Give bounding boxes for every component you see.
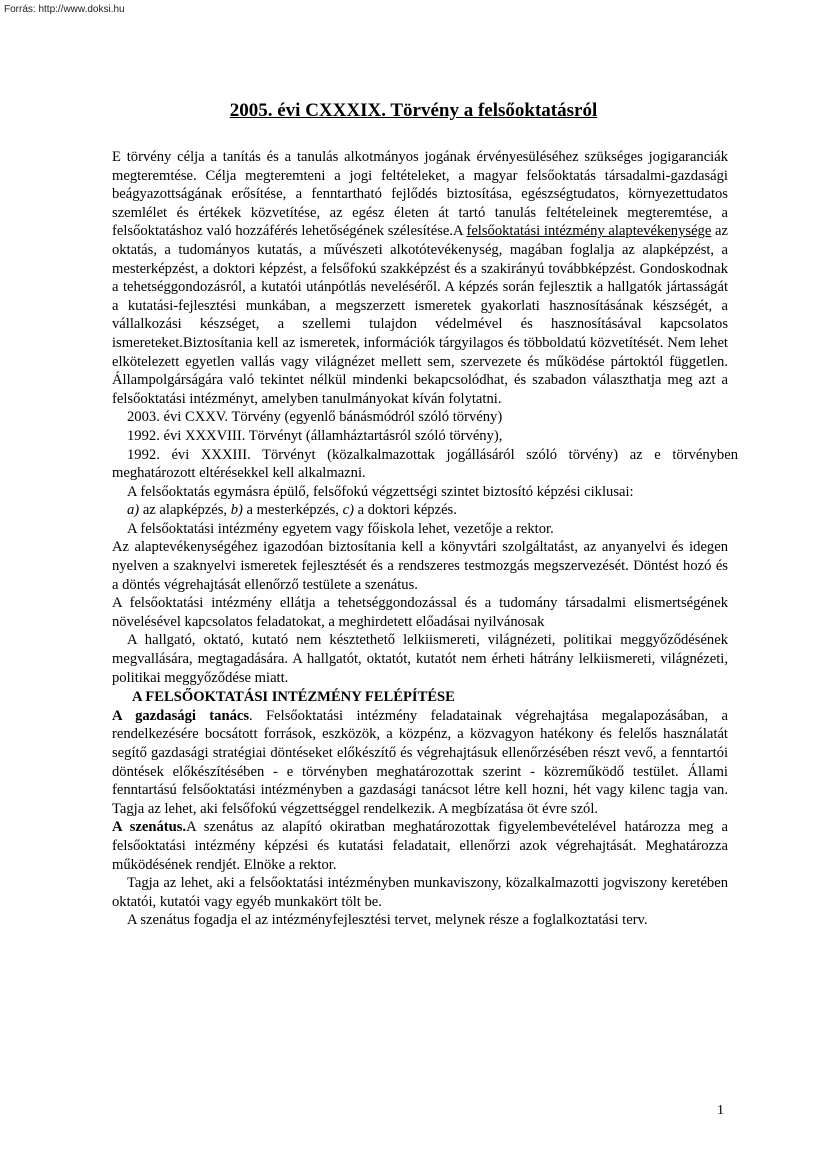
paragraph-talent: A felsőoktatási intézmény ellátja a tehetséggondozással és a tudomány társadalmi elismertségének növelésével kapcsolatos feladatokat, a meghirdetett előadásai nyilvánosak [112, 595, 728, 630]
paragraph-conscience: A hallgató, oktató, kutató nem késztethető lelkiismereti, világnézeti, politikai meggyőződésének megvallására, megtagadására. A hallgatót, oktatót, kutatót nem érheti hátrány lelkiismereti, világnézeti, politikai meggyőződése miatt. [112, 632, 728, 686]
paragraph-text: E törvény célja a tanítás és a tanulás alkotmányos jogának érvényesüléséhez szükséges jogigaranciák megteremtése. Célja megteremteni a jogi feltételeket, a magyar felsőoktatás társadalmi-gazdasági beágyazottságának erősítése, a fenntartható fejlődés biztosítása, egészségtudatos, környezettudatos szemlélet és értékek közvetítése, az egész életen át tartó tanulás feltételeinek megteremtése, a felsőoktatáshoz való hozzáférés lehetőségének szélesítése.A [112, 149, 728, 240]
section-heading: A FELSŐOKTATÁSI INTÉZMÉNY FELÉPÍTÉSE [132, 689, 455, 706]
list-label-a: a) [127, 502, 140, 519]
paragraph-senate [112, 818, 728, 874]
paragraph-law-1992-b: 1992. évi XXXIII. Törvényt (közalkalmazottak jogállásáról szóló törvény) az e törvényben meghatározott eltérésekkel kell alkalmazni. [112, 446, 738, 482]
document-body [112, 148, 738, 930]
paragraph-cycles: A felsőoktatás egymásra épülő, felsőfokú végzettségi szintet biztosító képzési ciklusai: [127, 483, 634, 500]
paragraph-purpose [112, 148, 728, 408]
list-label-b: b) [230, 502, 243, 519]
paragraph-library: Az alaptevékenységéhez igazodóan biztosítania kell a könyvtári szolgáltatást, az anyanyelvi és idegen nyelven a szaknyelvi ismeretek fejlesztését és a rendszeres testmozgás megszervezését. Döntést hozó és a döntés végrehajtását ellenőrző testülete a szenátus. [112, 539, 728, 593]
list-text-c: a doktori képzés. [353, 502, 457, 519]
paragraph-cycle-list [112, 501, 728, 520]
page-title: 2005. évi CXXXIX. Törvény a felsőoktatásról [229, 100, 598, 121]
paragraph-text: az oktatás, a tudományos kutatás, a művészeti alkotótevékenység, magában foglalja az alapképzést, a mesterképzést, a doktori képzést, a felsőfokú szakképzést és a szakirányú továbbképzést. Gondoskodnak a tehetséggondozásról, a kutatói utánpótlás neveléséről. A képzés során fejlesztik a hallgatók jártasságát a kutatási-fejlesztési munkában, a megszerzett ismeretek gyakorlati hasznosításának készségét, a vállalkozási készséget, a szellemi tulajdon védelmével és hasznosításával kapcsolatos ismereteket.Biztosítania kell az ismeretek, információk tárgyilagos és többoldatú közvetítését. Nem lehet elkötelezett egyetlen vallás vagy világnézet mellett sem, szervezete és működése pártoktól független. Állampolgárságára való tekintet nélkül mindenki bekapcsolódhat, és szabadon választhatja meg azt a felsőoktatási intézményt, amelyben tanulmányokat kíván folytatni. [112, 223, 728, 407]
paragraph-text: . Felsőoktatási intézmény feladatainak végrehajtása megalapozásában, a rendelkezésére bocsátott források, eszközök, a közpénz, a közvagyon hatékony és felelős használatát segítő gazdasági stratégiai döntéseket előkészítő és végrehajtásuk ellenőrzésében részt vevő, a fenntartói döntések előkészítésében - e törvényben meghatározottak szerint - közreműködő testület. Állami fenntartású felsőoktatási intézményben a gazdasági tanácsot létre kell hozni, hét vagy kilenc tagja van. Tagja az lehet, aki felsőfokú végzettséggel rendelkezik. A megbízatása öt évre szól. [112, 707, 728, 817]
paragraph-economic-council [112, 707, 728, 819]
page-number: 1 [717, 1103, 724, 1118]
paragraph-institution-type: A felsőoktatási intézmény egyetem vagy főiskola lehet, vezetője a rektor. [127, 520, 554, 537]
source-url: Forrás: http://www.doksi.hu [4, 4, 125, 15]
paragraph-senate-plan: A szenátus fogadja el az intézményfejlesztési tervet, melynek része a foglalkoztatási terv. [127, 912, 648, 929]
list-label-c: c) [342, 502, 354, 519]
list-text-a: az alapképzés, [139, 502, 231, 519]
list-text-b: a mesterképzés, [242, 502, 343, 519]
paragraph-law-2003: 2003. évi CXXV. Törvény (egyenlő bánásmódról szóló törvény) [127, 409, 503, 426]
paragraph-senate-members: Tagja az lehet, aki a felsőoktatási intézményben munkaviszony, közalkalmazotti jogviszony keretében oktatói, kutatói vagy egyéb munkakört tölt be. [112, 875, 728, 910]
bold-term: A szenátus. [112, 819, 187, 836]
paragraph-law-1992-a: 1992. évi XXXVIII. Törvényt (államháztartásról szóló törvény), [127, 427, 503, 444]
underlined-term: felsőoktatási intézmény alaptevékenysége [466, 223, 712, 240]
paragraph-text: A szenátus az alapító okiratban meghatározottak figyelembevételével határozza meg a felsőoktatási intézmény képzési és kutatási feladatait, ellenőrzi azok végrehajtását. Meghatározza működésének rendjét. Elnöke a rektor. [112, 819, 729, 873]
bold-term: A gazdasági tanács [112, 707, 250, 724]
